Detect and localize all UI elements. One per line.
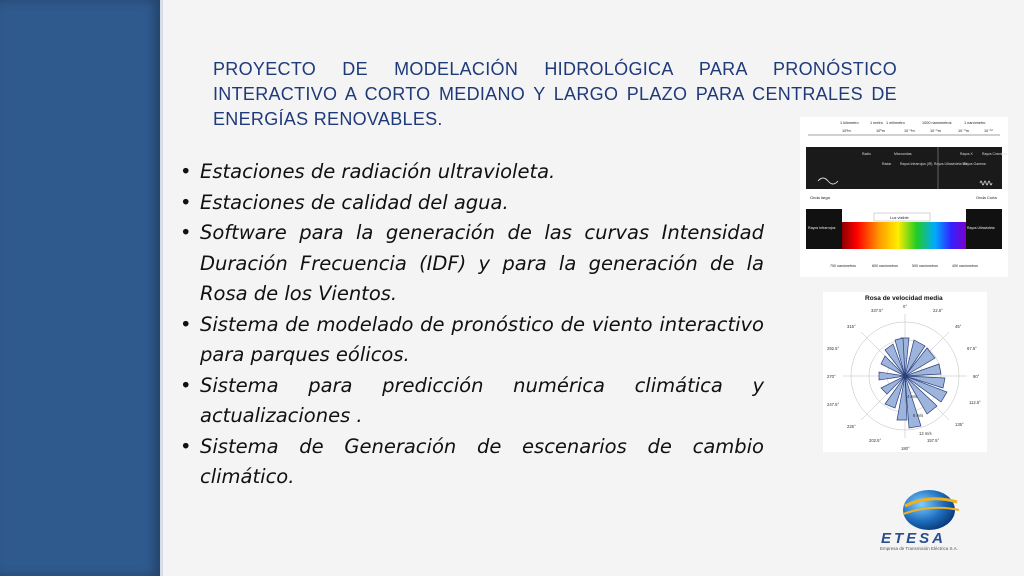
rose-dir-label: 135°: [955, 422, 964, 427]
scale-exp: 10⁻⁶m: [930, 129, 941, 133]
bullet-dot: •: [180, 312, 192, 336]
rose-dir-label: 247.5°: [827, 402, 840, 407]
rayos-ultra-label: Rayos Ultravioleta: [967, 226, 995, 230]
rayos-infra-label: Rayos Infrarrojos: [808, 226, 836, 230]
rose-dir-label: 22.5°: [933, 308, 943, 313]
spectrum-image: [800, 117, 1008, 277]
bullet-dot: •: [180, 160, 192, 183]
luz-visible-label: Luz visible: [890, 215, 909, 220]
bullet-item: [180, 432, 764, 493]
bullet-text: Sistema para predicción numérica climática y actualizaciones .: [200, 373, 764, 427]
bullet-text: Software para la generación de las curvas Intensidad Duración Frecuencia (IDF) y para la generación de la Rosa de los Vientos.: [200, 221, 764, 305]
band-label: Rayos Infrarrojos (IR): [900, 162, 933, 166]
rose-speed-label: 4 m/s: [907, 394, 918, 399]
band-label: Radio: [862, 152, 871, 156]
nm-label: 400 nanómetros: [952, 264, 978, 268]
rose-dir-label: 292.5°: [827, 346, 840, 351]
scale-exp: 10⁻¹²: [984, 129, 993, 133]
nm-label: 500 nanómetros: [912, 264, 938, 268]
bullet-text: Sistema de modelado de pronóstico de viento interactivo para parques eólicos.: [200, 312, 764, 366]
band-label: Radar: [882, 162, 892, 166]
bullet-item: [180, 371, 764, 432]
bullet-text: Estaciones de calidad del agua.: [200, 190, 509, 214]
sidebar-band: [0, 0, 163, 576]
nm-label: 700 nanómetros: [830, 264, 856, 268]
rose-dir-label: 0°: [903, 304, 908, 309]
slide-title: PROYECTO DE MODELACIÓN HIDROLÓGICA PARA PRONÓSTICO INTERACTIVO A CORTO MEDIANO Y LARGO PLAZO PARA CENTRALES DE ENERGÍAS RENOVABLES.: [213, 59, 897, 129]
onda-corta-label: Onda Corta: [976, 195, 997, 200]
bullet-item: [180, 218, 764, 310]
scale-label: 1 nanómetro: [964, 121, 986, 125]
scale-exp: 10³m: [842, 129, 851, 133]
band-label: Rayos Ultravioleta UV: [934, 162, 968, 166]
bullet-text: Estaciones de radiación ultravioleta.: [200, 160, 556, 183]
rose-dir-label: 202.5°: [869, 438, 882, 443]
band-label: Rayos X: [960, 152, 973, 156]
bullet-item: [180, 310, 764, 371]
bullet-item: [180, 188, 764, 219]
bullet-list: [180, 157, 764, 493]
rose-dir-label: 67.5°: [967, 346, 977, 351]
scale-exp: 10⁻³m: [904, 129, 915, 133]
logo-subtitle: Empresa de Transmisión Eléctrica S.A.: [880, 546, 959, 551]
band-label: Microondas: [894, 152, 912, 156]
rose-dir-label: 112.5°: [969, 400, 981, 405]
scale-label: 1 metro: [870, 121, 883, 125]
bullet-item: [180, 157, 764, 188]
bullet-dot: •: [180, 221, 192, 244]
band-label: Rayos Cósmicos: [982, 152, 1008, 156]
logo-name: ETESA: [881, 530, 947, 547]
onda-larga-label: Onda larga: [810, 195, 830, 200]
bullet-dot: •: [180, 190, 192, 214]
wind-rose-image: [823, 292, 987, 452]
rose-dir-label: 225°: [847, 424, 856, 429]
rose-dir-label: 45°: [955, 324, 962, 329]
scale-label: 1 kilómetro: [840, 121, 859, 125]
rose-dir-label: 270°: [827, 374, 836, 379]
rose-dir-label: 180°: [901, 446, 910, 451]
rose-dir-label: 315°: [847, 324, 856, 329]
rose-dir-label: 90°: [973, 374, 980, 379]
bullet-text: Sistema de Generación de escenarios de cambio climático.: [200, 434, 764, 488]
scale-exp: 10⁰m: [876, 129, 885, 133]
scale-exp: 10⁻⁹m: [958, 129, 970, 133]
rose-speed-label: 8 m/s: [913, 413, 924, 418]
bullet-dot: •: [180, 434, 192, 458]
rose-dir-label: 337.5°: [871, 308, 884, 313]
bullet-dot: •: [180, 373, 192, 397]
scale-label: 1000 nanómetros: [922, 121, 952, 125]
rose-title: Rosa de velocidad media: [865, 295, 943, 302]
scale-label: 1 milímetro: [886, 121, 905, 125]
band-label: Rayos Gamma: [963, 162, 986, 166]
rose-dir-label: 157.5°: [927, 438, 940, 443]
rose-speed-label: 12 m/s: [919, 431, 932, 436]
nm-label: 600 nanómetros: [872, 264, 898, 268]
